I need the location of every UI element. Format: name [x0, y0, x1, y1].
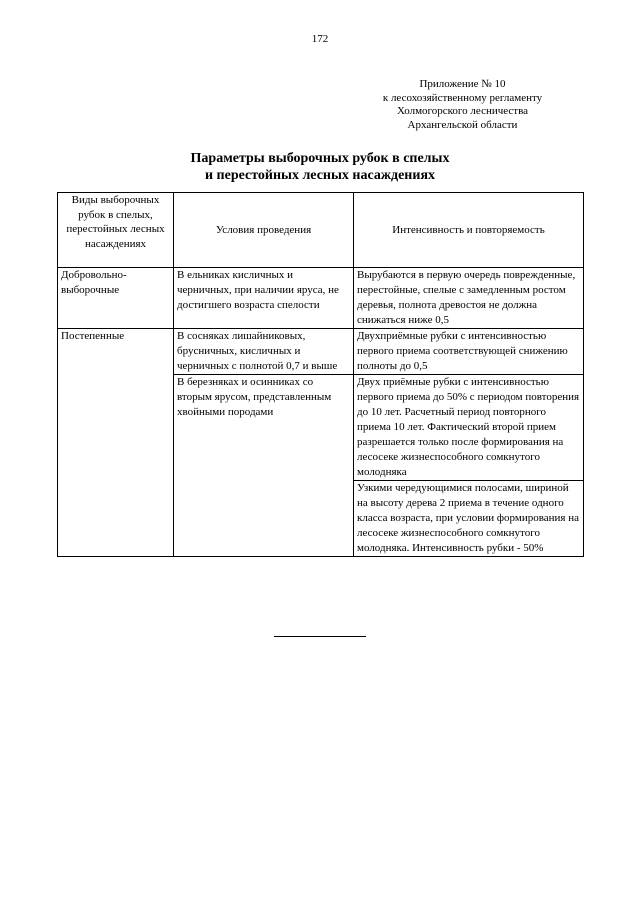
cell-type: Постепенные — [58, 329, 174, 557]
cell-type: Добровольно-выборочные — [58, 268, 174, 329]
cell-conditions: В сосняках лишайниковых, брусничных, кисличных и черничных с полнотой 0,7 и выше — [174, 329, 354, 375]
appendix-line-2: к лесохозяйственному регламенту — [382, 91, 543, 104]
footnote-divider — [274, 636, 366, 637]
title-line-1: Параметры выборочных рубок в спелых — [190, 151, 450, 166]
appendix-header — [360, 78, 565, 132]
appendix-line-4: Архангельской области — [407, 118, 518, 131]
appendix-line-1: Приложение № 10 — [419, 78, 506, 90]
header-cell-intensity: Интенсивность и повторяемость — [354, 193, 584, 268]
title-line-2: и перестойных лесных насаждениях — [204, 168, 436, 183]
cell-conditions: В березняках и осинниках со вторым ярусом, представленным хвойными породами — [174, 375, 354, 557]
page-number: 172 — [311, 33, 329, 45]
header-cell-types: Виды выборочных рубок в спелых, перестойных лесных насаждениях — [58, 193, 174, 268]
document-title — [0, 150, 640, 184]
cell-intensity: Вырубаются в первую очередь поврежденные, перестойные, спелые с замедленным ростом деревья, полнота древостоя не должна снижаться ниже 0,5 — [354, 268, 584, 329]
table-row — [58, 329, 584, 375]
cell-intensity: Узкими чередующимися полосами, шириной на высоту дерева 2 приема в течение одного класса возраста, при условии формирования на лесосеке жизнеспособного сомкнутого молодняка. Интенсивность рубки - 50% — [354, 481, 584, 557]
header-cell-conditions: Условия проведения — [174, 193, 354, 268]
table-header-row — [58, 193, 584, 268]
parameters-table — [57, 192, 584, 557]
cell-intensity: Двух приёмные рубки с интенсивностью первого приема до 50% с периодом повторения до 10 лет. Расчетный период повторного приема 10 лет. Фактический второй прием разрешается только после формирования на лесосеке жизнеспособного сомкнутого молодняка — [354, 375, 584, 481]
appendix-line-3: Холмогорского лесничества — [396, 105, 529, 117]
cell-intensity: Двухприёмные рубки с интенсивностью первого приема соответствующей снижению полноты до 0,5 — [354, 329, 584, 375]
table-row — [58, 268, 584, 329]
cell-conditions: В ельниках кисличных и черничных, при наличии яруса, не достигшего возраста спелости — [174, 268, 354, 329]
